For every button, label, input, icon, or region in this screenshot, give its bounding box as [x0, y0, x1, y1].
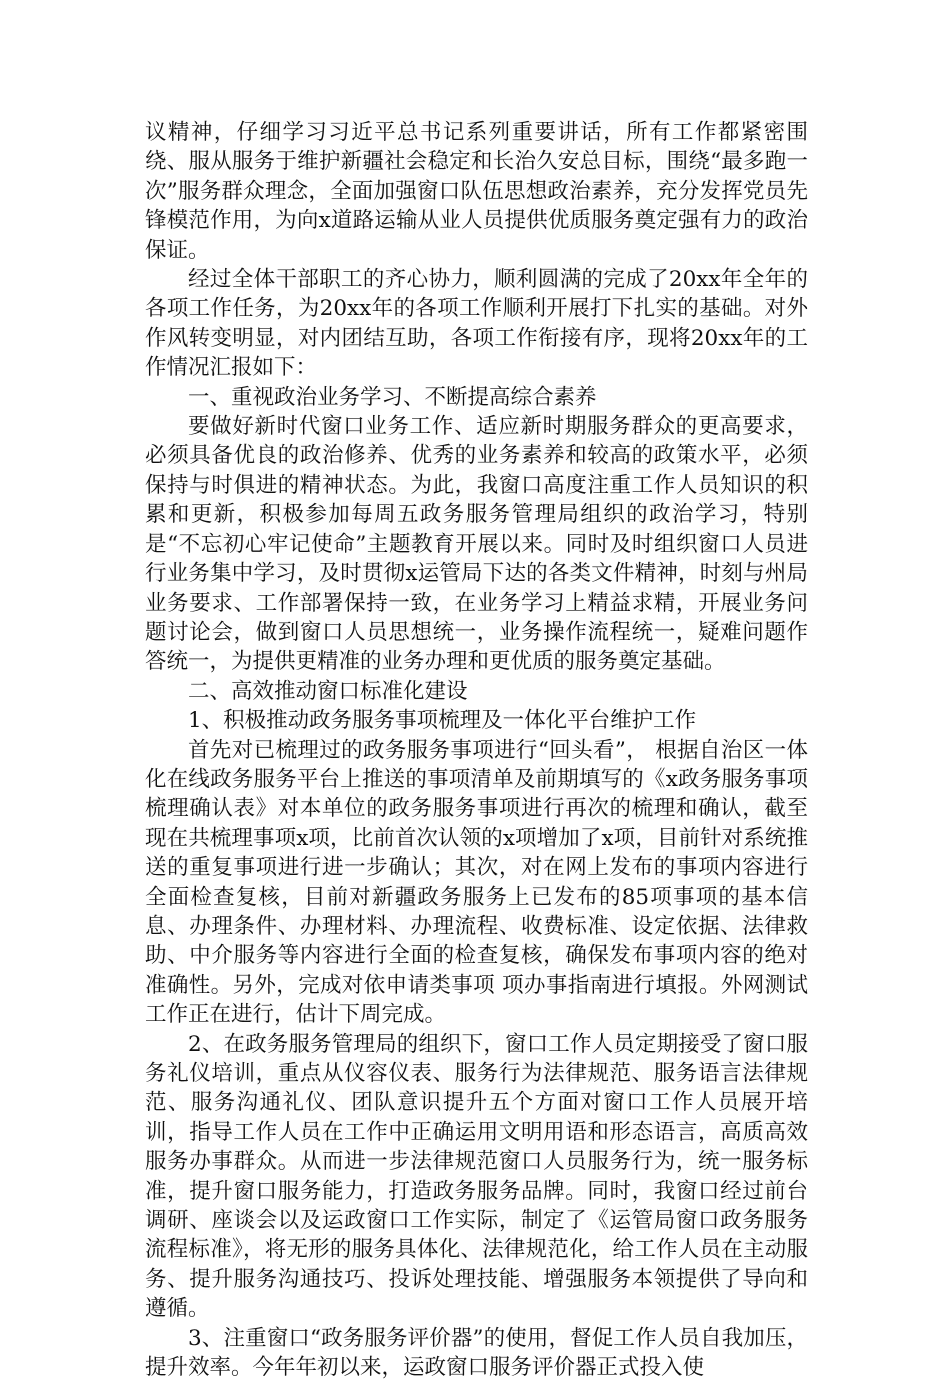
paragraph: 要做好新时代窗口业务工作、适应新时期服务群众的更高要求，必须具备优良的政治修养、优秀的业务素养和较高的政策水平，必须保持与时俱进的精神状态。为此，我窗口高度注重工作人员知识的积累和更新，积极参加每周五政务服务管理局组织的政治学习，特别是“不忘初心牢记使命”主题教育开展以来。同时及时组织窗口人员进行业务集中学习，及时贯彻x运管局下达的各类文件精神，时刻与州局业务要求、工作部署保持一致，在业务学习上精益求精，开展业务问题讨论会，做到窗口人员思想统一，业务操作流程统一，疑难问题作答统一，为提供更精准的业务办理和更优质的服务奠定基础。: [145, 414, 808, 675]
paragraph: 2、在政务服务管理局的组织下，窗口工作人员定期接受了窗口服务礼仪培训，重点从仪容仪表、服务行为法律规范、服务语言法律规范、服务沟通礼仪、团队意识提升五个方面对窗口工作人员展开培训，指导工作人员在工作中正确运用文明用语和形态语言，高质高效服务办事群众。从而进一步法律规范窗口人员服务行为，统一服务标准，提升窗口服务能力，打造政务服务品牌。同时，我窗口经过前台调研、座谈会以及运政窗口工作实际，制定了《运管局窗口政务服务流程标准》，将无形的服务具体化、法律规范化，给工作人员在主动服务、提升服务沟通技巧、投诉处理技能、增强服务本领提供了导向和遵循。: [145, 1031, 808, 1322]
paragraph: 经过全体干部职工的齐心协力，顺利圆满的完成了20xx年全年的各项工作任务，为20xx年的各项工作顺利开展打下扎实的基础。对外作风转变明显，对内团结互助，各项工作衔接有序，现将20xx年的工作情况汇报如下：: [145, 267, 808, 381]
paragraph: 一、重视政治业务学习、不断提高综合素养: [188, 384, 597, 410]
paragraph: 首先对已梳理过的政务服务事项进行“回头看”， 根据自治区一体化在线政务服务平台上推送的事项清单及前期填写的《x政务服务事项梳理确认表》对本单位的政务服务事项进行再次的梳理和确认，截至现在共梳理事项x项，比前首次认领的x项增加了x项，目前针对系统推送的重复事项进行进一步确认；其次，对在网上发布的事项内容进行全面检查复核，目前对新疆政务服务上已发布的85项事项的基本信息、办理条件、办理材料、办理流程、收费标准、设定依据、法律救助、中介服务等内容进行全面的检查复核，确保发布事项内容的绝对准确性。另外，完成对依申请类事项 项办事指南进行填报。外网测试工作正在进行，估计下周完成。: [145, 737, 808, 1028]
document-body: [145, 118, 808, 1382]
paragraph: 1、积极推动政务服务事项梳理及一体化平台维护工作: [188, 708, 697, 734]
paragraph: 议精神，仔细学习习近平总书记系列重要讲话，所有工作都紧密围绕、服从服务于维护新疆社会稳定和长治久安总目标，围绕“最多跑一次”服务群众理念，全面加强窗口队伍思想政治素养，充分发挥党员先锋模范作用，为向x道路运输从业人员提供优质服务奠定强有力的政治保证。: [145, 120, 808, 263]
paragraph: 二、高效推动窗口标准化建设: [188, 678, 468, 704]
paragraph: 3、注重窗口“政务服务评价器”的使用，督促工作人员自我加压，提升效率。今年年初以来，运政窗口服务评价器正式投入使: [145, 1325, 808, 1381]
